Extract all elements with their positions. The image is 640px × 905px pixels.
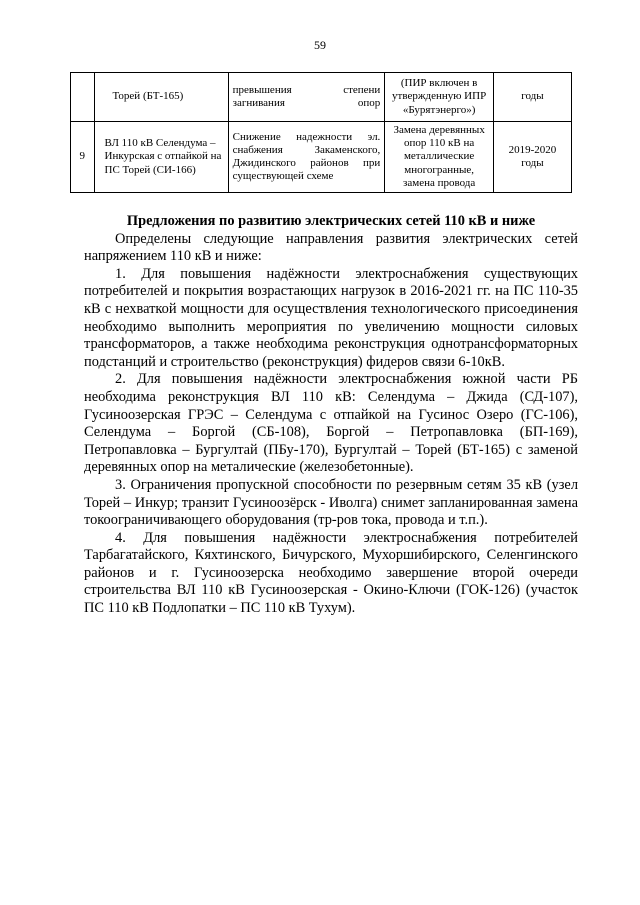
years-cell: 2019-2020 годы <box>493 122 571 193</box>
reason-cell: превышения степени загнивания опор <box>228 73 385 122</box>
section-title: Предложения по развитию электрических сетей 110 кВ и ниже <box>126 213 536 229</box>
table-row <box>71 73 572 122</box>
page-number: 59 <box>314 38 326 52</box>
measures-table <box>70 72 572 193</box>
measure-cell: (ПИР включен в утвержденную ИПР «Бурятэнерго») <box>385 73 494 122</box>
row-number-cell: 9 <box>71 122 95 193</box>
intro-paragraph: Определены следующие направления развития электрических сетей напряжением 110 кВ и ниже: <box>84 230 578 265</box>
years-cell: годы <box>493 73 571 122</box>
table-row <box>71 122 572 193</box>
measure-cell: Замена деревянных опор 110 кВ на металлические многогранные, замена провода <box>385 122 494 193</box>
reason-cell: Снижение надежности эл. снабжения Закаменского, Джидинского районов при существующей схеме <box>228 122 385 193</box>
list-item: 1. Для повышения надёжности электроснабжения существующих потребителей и покрытия возрастающих нагрузок в 2016-2021 гг. на ПС 110-35 кВ с нехваткой мощности для осуществления технологического присоединения необходимо выполнить мероприятия по увеличению мощности силовых трансформаторов, а также необходима реконструкция однотрансформаторных подстанций и строительство (реконструкция) фидеров связи 6-10кВ. <box>84 265 578 370</box>
list-item: 3. Ограничения пропускной способности по резервным сетям 35 кВ (узел Торей – Инкур; транзит Гусиноозёрск - Иволга) снимет запланированная замена токоограничивающего оборудования (тр-ров тока, провода и т.п.). <box>84 476 578 529</box>
object-cell: ВЛ 110 кВ Селендума – Инкурская с отпайкой на ПС Торей (СИ-166) <box>94 122 228 193</box>
section-body <box>84 213 578 618</box>
object-cell: Торей (БТ-165) <box>94 73 228 122</box>
list-item: 2. Для повышения надёжности электроснабжения южной части РБ необходима реконструкция ВЛ 110 кВ: Селендума – Джида (СД-107), Гусиноозерская ГРЭС – Селендума с отпайкой на Гусинос Озеро (ГС-106), Селендума – Боргой (СБ-108), Боргой – Петропавловка (БП-169), Петропавловка – Бургултай (ПБу-170), Бургултай – Торей (БТ-165) с заменой деревянных опор на металические (железобетонные). <box>84 371 578 476</box>
list-item: 4. Для повышения надёжности электроснабжения потребителей Тарбагатайского, Кяхтинского, Бичурского, Мухоршибирского, Селенгинского районов и г. Гусиноозерска необходимо завершение второй очереди строительства ВЛ 110 кВ Гусиноозерская - Окино-Ключи (ГОК-126) (участок ПС 110 кВ Подлопатки – ПС 110 кВ Тухум). <box>84 529 578 617</box>
row-number-cell <box>71 73 95 122</box>
